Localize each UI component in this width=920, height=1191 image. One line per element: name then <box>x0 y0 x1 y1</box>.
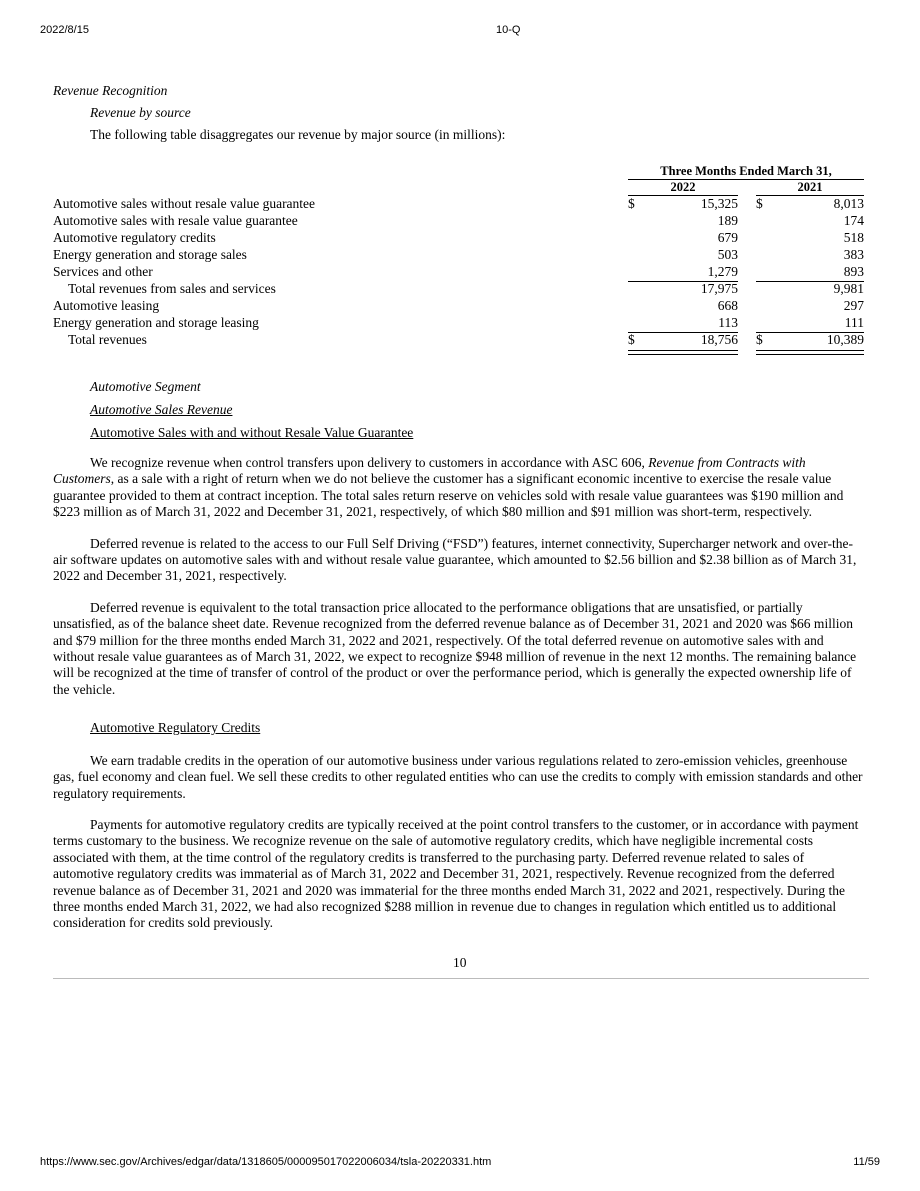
print-form-title: 10-Q <box>496 24 521 36</box>
currency-symbol: $ <box>756 332 763 347</box>
value-2021: 893 <box>843 264 864 279</box>
value-2021: 10,389 <box>826 332 864 347</box>
value-2022: 1,279 <box>707 264 738 279</box>
table-row <box>53 331 865 348</box>
row-label: Energy generation and storage leasing <box>53 315 259 330</box>
table-row <box>53 229 865 246</box>
row-label: Automotive sales without resale value guarantee <box>53 196 316 211</box>
table-row <box>53 314 865 331</box>
period-header: Three Months Ended March 31, <box>660 164 832 178</box>
table-row <box>53 195 865 212</box>
row-label: Total revenues <box>68 332 147 347</box>
value-2022: 15,325 <box>700 196 738 211</box>
table-intro-text: The following table disaggregates our revenue by major source (in millions): <box>90 127 506 142</box>
table-row <box>53 263 865 280</box>
row-label: Automotive leasing <box>53 298 160 313</box>
paragraph-deferred-fsd: Deferred revenue is related to the access to our Full Self Driving (“FSD”) features, internet connectivity, Supercharger network and over-the-air software updates on automotive sales with and without resale value guarantee, which amounted to $2.56 billion and $2.38 billion as of March 31, 2022 and December 31, 2021, respectively. <box>53 535 857 584</box>
value-2022: 189 <box>717 213 738 228</box>
paragraph-text: , as a sale with a right of return when we do not believe the customer has a significant economic incentive to exercise the resale value guarantee provided to them at contract inception. The total sales return reserve on vehicles sold with resale value guarantees was $190 million and $223 million as of March 31, 2022 and December 31, 2021, respectively, of which $80 million and $91 million was short-term, respectively. <box>53 471 844 520</box>
row-label: Energy generation and storage sales <box>53 247 247 262</box>
asc-606-title: Revenue from Contracts with Customers <box>53 455 806 487</box>
value-2021: 518 <box>843 230 864 245</box>
regulatory-credits-heading: Automotive Regulatory Credits <box>90 720 261 736</box>
paragraph-credit-payments: Payments for automotive regulatory credits are typically received at the point control transfers to the customer, or in accordance with payment terms customary to the business. We recognize revenue on the sale of automotive regulatory credits, which have negligible incremental costs associated with them, at the time control of the regulatory credits is transferred to the purchasing party. Deferred revenue related to sales of automotive regulatory credits was immaterial as of March 31, 2022 and December 31, 2021, respectively. Revenue recognized from the deferred revenue balance as of December 31, 2021 and 2020 was immaterial for the three months ended March 31, 2022 and 2021, respectively. During the three months ended March 31, 2022, we had also recognized $288 million in revenue due to changes in regulation which entitled us to additional consideration for credits sold previously. <box>53 816 859 931</box>
value-2021: 9,981 <box>833 281 864 296</box>
table-row <box>53 212 865 229</box>
table-year-header-row <box>53 179 865 195</box>
print-url: https://www.sec.gov/Archives/edgar/data/1318605/000095017022006034/tsla-20220331.htm <box>40 1156 492 1168</box>
paragraph-text: We recognize revenue when control transfers upon delivery to customers in accordance with ASC 606, <box>90 455 649 470</box>
double-rule-2022 <box>628 350 738 355</box>
print-date: 2022/8/15 <box>40 24 89 36</box>
paragraph-sales-recognition <box>53 455 865 521</box>
page-number: 10 <box>453 955 467 970</box>
sales-with-without-rvg-heading: Automotive Sales with and without Resale Value Guarantee <box>90 425 414 440</box>
revenue-recognition-heading: Revenue Recognition <box>53 83 168 98</box>
row-label: Automotive sales with resale value guarantee <box>53 213 298 228</box>
value-2021: 8,013 <box>833 196 864 211</box>
value-2022: 18,756 <box>700 332 738 347</box>
value-2022: 113 <box>718 315 738 330</box>
table-row <box>53 297 865 314</box>
print-page-count: 11/59 <box>853 1156 880 1168</box>
currency-symbol: $ <box>628 196 635 211</box>
automotive-segment-heading: Automotive Segment <box>90 379 201 394</box>
paragraph-deferred-obligations: Deferred revenue is equivalent to the total transaction price allocated to the performance obligations that are unsatisfied, or partially unsatisfied, as of the balance sheet date. Revenue recognized from the deferred revenue balance as of December 31, 2021 and 2020 was $66 million and $79 million for the three months ended March 31, 2022 and 2021, respectively. Of the total deferred revenue on automotive sales with and without resale value guarantees as of March 31, 2022, we expect to recognize $948 million of revenue in the next 12 months. The remaining balance will be recognized at the time of transfer of control of the product or over the performance period, which is generally the expected ownership life of the vehicle. <box>53 599 857 697</box>
double-rule-2021 <box>756 350 864 355</box>
value-2022: 679 <box>717 230 738 245</box>
table-row <box>53 246 865 263</box>
column-header-2021: 2021 <box>797 180 823 194</box>
value-2021: 111 <box>844 315 864 330</box>
value-2021: 297 <box>843 298 864 313</box>
currency-symbol: $ <box>628 332 635 347</box>
body-paragraphs <box>53 455 865 932</box>
row-label: Automotive regulatory credits <box>53 230 216 245</box>
value-2022: 668 <box>717 298 738 313</box>
paragraph-tradable-credits: We earn tradable credits in the operation of our automotive business under various regulations related to zero-emission vehicles, greenhouse gas, fuel economy and clean fuel. We sell these credits to other regulated entities who can use the credits to comply with emission standards and other regulatory requirements. <box>53 752 863 801</box>
row-label: Total revenues from sales and services <box>68 281 276 296</box>
value-2022: 17,975 <box>700 281 738 296</box>
table-period-header-row <box>53 163 865 179</box>
value-2021: 383 <box>843 247 864 262</box>
table-row <box>53 280 865 297</box>
page-divider <box>53 978 869 979</box>
row-label: Services and other <box>53 264 153 279</box>
column-header-2022: 2022 <box>670 180 696 194</box>
automotive-sales-revenue-heading: Automotive Sales Revenue <box>90 402 233 417</box>
value-2022: 503 <box>717 247 738 262</box>
value-2021: 174 <box>843 213 864 228</box>
revenue-by-source-heading: Revenue by source <box>90 105 191 120</box>
currency-symbol: $ <box>756 196 763 211</box>
revenue-by-source-table <box>53 163 865 348</box>
